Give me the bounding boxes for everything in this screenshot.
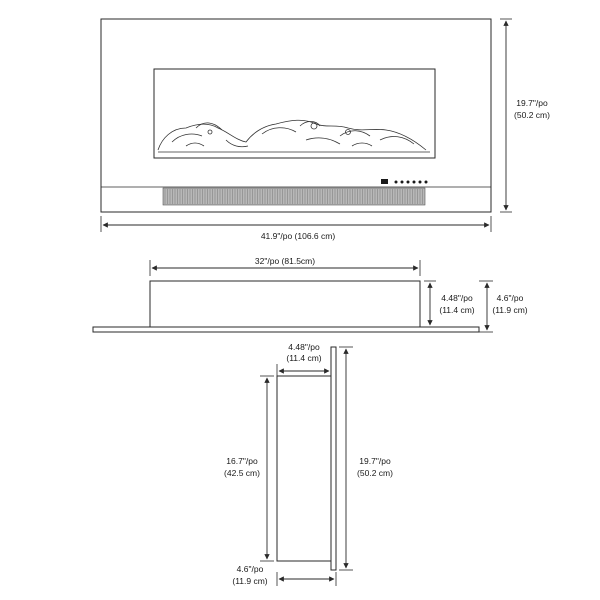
control-display — [381, 179, 388, 184]
side-total-depth-label-line2: (11.9 cm) — [232, 576, 268, 586]
front-frame — [101, 19, 491, 212]
side-total-height-label-line1: 19.7"/po — [359, 456, 391, 466]
top-insert-depth-label-line1: 4.48"/po — [441, 293, 473, 303]
top-total-depth-label-line1: 4.6"/po — [496, 293, 524, 303]
side-total-depth-label-line1: 4.6"/po — [236, 564, 264, 574]
flame-window — [154, 69, 435, 158]
side-front-panel — [331, 347, 336, 570]
side-insert-body — [277, 376, 331, 561]
front-width-label: 41.9"/po (106.6 cm) — [260, 231, 336, 241]
side-insert-depth-label-line2: (11.4 cm) — [286, 353, 322, 363]
side-insert-depth-label-line1: 4.48"/po — [288, 342, 320, 352]
top-insert-depth-label-line2: (11.4 cm) — [439, 305, 475, 315]
front-height-label-line1: 19.7"/po — [516, 98, 548, 108]
side-view — [224, 342, 393, 586]
top-insert-body — [150, 281, 420, 327]
top-front-panel — [93, 327, 479, 332]
side-total-height-label-line2: (50.2 cm) — [357, 468, 393, 478]
top-view — [93, 256, 528, 332]
front-view — [101, 19, 550, 241]
side-insert-height-label-line2: (42.5 cm) — [224, 468, 260, 478]
control-buttons — [395, 181, 428, 184]
log-set — [158, 120, 430, 152]
front-height-label-line2: (50.2 cm) — [514, 110, 550, 120]
top-insert-width-label: 32"/po (81.5cm) — [254, 256, 316, 266]
side-insert-height-label-line1: 16.7"/po — [226, 456, 258, 466]
top-total-depth-label-line2: (11.9 cm) — [492, 305, 528, 315]
